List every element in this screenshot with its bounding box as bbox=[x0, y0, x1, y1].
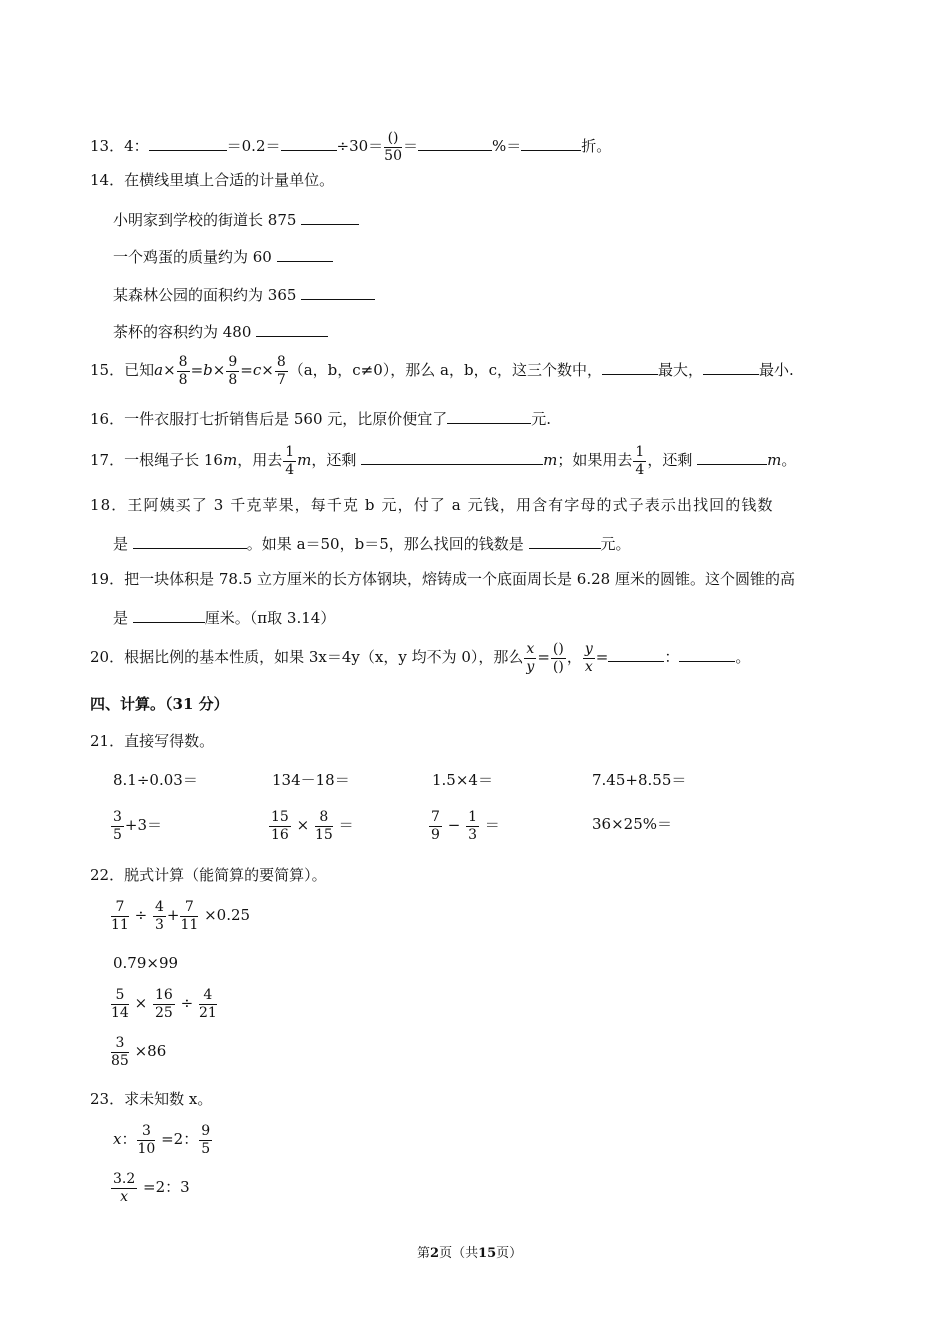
denominator: 25 bbox=[154, 1004, 173, 1021]
question-17 bbox=[90, 445, 796, 477]
q15-min: 最小. bbox=[759, 361, 794, 380]
numerator: () bbox=[552, 641, 564, 657]
answer-blank[interactable] bbox=[418, 137, 492, 151]
answer-blank[interactable] bbox=[281, 137, 337, 151]
colon: ： bbox=[121, 1130, 137, 1149]
denominator: 11 bbox=[180, 916, 199, 933]
denominator: 8 bbox=[178, 371, 188, 388]
fraction bbox=[177, 355, 190, 387]
question-14: 14．在横线里填上合适的计量单位。 bbox=[90, 171, 335, 189]
q14-item-text: 一个鸡蛋的质量约为 60 bbox=[113, 248, 272, 266]
q15-text: 已知 bbox=[124, 361, 155, 380]
answer-blank[interactable] bbox=[133, 535, 247, 549]
numerator: 3.2 bbox=[113, 1171, 136, 1187]
answer-blank[interactable] bbox=[697, 451, 767, 465]
q14-item bbox=[113, 211, 359, 228]
numerator: y bbox=[584, 641, 593, 657]
page-footer bbox=[417, 1247, 522, 1260]
denominator: 4 bbox=[285, 461, 295, 478]
q13-text-pct: %＝ bbox=[492, 137, 522, 156]
question-18-line2 bbox=[113, 535, 631, 552]
denominator: 50 bbox=[384, 147, 402, 164]
q18-text: 元。 bbox=[600, 535, 631, 553]
denominator: 10 bbox=[137, 1140, 156, 1157]
numerator: 1 bbox=[285, 444, 295, 460]
fraction bbox=[429, 810, 442, 842]
q22-text: ×0.25 bbox=[204, 906, 251, 925]
footer-text: 页） bbox=[496, 1246, 523, 1261]
numerator: 8 bbox=[315, 810, 333, 827]
answer-blank[interactable] bbox=[149, 137, 227, 151]
q17-end: 。 bbox=[781, 451, 797, 470]
denominator: 5 bbox=[201, 1140, 211, 1157]
q21-item: 36×25%＝ bbox=[592, 815, 672, 833]
numerator: 15 bbox=[271, 809, 289, 825]
fraction bbox=[384, 131, 402, 163]
answer-blank[interactable] bbox=[447, 410, 531, 424]
q13-number: 13． bbox=[90, 137, 125, 156]
answer-blank[interactable] bbox=[529, 535, 601, 549]
fraction bbox=[583, 642, 595, 674]
footer-text: 第 bbox=[417, 1246, 431, 1261]
fraction bbox=[199, 988, 217, 1020]
q16-text: 16．一件衣服打七折销售后是 560 元，比原价便宜了 bbox=[90, 410, 448, 428]
total-pages: 15 bbox=[478, 1246, 497, 1261]
q21-item: 8.1÷0.03＝ bbox=[113, 771, 198, 789]
q21-item: 134－18＝ bbox=[272, 771, 350, 789]
answer-blank[interactable] bbox=[602, 361, 658, 375]
numerator: () bbox=[384, 131, 402, 148]
var-a: a bbox=[154, 361, 164, 380]
q17-text: ，还剩 bbox=[311, 451, 357, 470]
unit-m: m bbox=[543, 451, 558, 470]
denominator: () bbox=[552, 658, 564, 675]
times: × bbox=[212, 361, 226, 380]
fraction bbox=[275, 355, 288, 387]
q14-item-text: 某森林公园的面积约为 365 bbox=[113, 286, 297, 304]
times: × bbox=[134, 994, 148, 1013]
answer-blank[interactable] bbox=[133, 609, 205, 623]
fraction bbox=[111, 900, 129, 932]
times: × bbox=[163, 361, 176, 380]
q13-text-div: ÷30＝ bbox=[336, 137, 384, 156]
q16-tail: 元. bbox=[531, 410, 552, 428]
q15-number: 15． bbox=[90, 361, 125, 380]
numerator: 3 bbox=[137, 1124, 155, 1141]
q20-end: 。 bbox=[735, 648, 751, 667]
fraction bbox=[153, 900, 166, 932]
denominator: x bbox=[584, 658, 593, 675]
question-22: 22．脱式计算（能简算的要简算）。 bbox=[90, 866, 327, 884]
numerator: 1 bbox=[635, 444, 645, 460]
q13-text-eq2: ＝ bbox=[402, 137, 418, 156]
q18-text: 。如果 a＝50，b＝5，那么找回的钱数是 bbox=[246, 535, 524, 553]
numerator: 7 bbox=[431, 809, 440, 825]
question-20 bbox=[90, 642, 750, 674]
denominator: 21 bbox=[198, 1004, 217, 1021]
answer-blank[interactable] bbox=[301, 286, 375, 300]
equals: ＝ bbox=[484, 816, 500, 835]
denominator: 85 bbox=[111, 1052, 129, 1069]
equals: = bbox=[240, 361, 253, 380]
q14-item bbox=[113, 323, 328, 340]
q19-text: 厘米。（π取 3.14） bbox=[204, 609, 336, 627]
q21-item: 1.5×4＝ bbox=[432, 771, 493, 789]
plus: + bbox=[166, 906, 180, 925]
fraction bbox=[111, 988, 129, 1020]
fraction bbox=[466, 810, 479, 842]
footer-text: 页（共 bbox=[439, 1246, 479, 1261]
answer-blank[interactable] bbox=[301, 211, 359, 225]
fraction bbox=[111, 1172, 137, 1204]
colon: ： bbox=[664, 648, 680, 667]
numerator: 1 bbox=[468, 809, 477, 825]
fraction bbox=[633, 445, 646, 477]
fraction bbox=[551, 642, 566, 674]
fraction bbox=[226, 355, 239, 387]
q17-text: ；如果用去 bbox=[557, 451, 633, 470]
var-c: c bbox=[252, 361, 262, 380]
fraction bbox=[153, 988, 175, 1020]
equals: ＝ bbox=[338, 816, 354, 835]
q14-item bbox=[113, 248, 333, 265]
fraction bbox=[111, 810, 124, 842]
q19-text: 是 bbox=[113, 609, 129, 627]
fraction bbox=[137, 1124, 155, 1156]
q22-expr bbox=[110, 1036, 166, 1068]
fraction bbox=[180, 900, 198, 932]
denominator: 3 bbox=[154, 916, 164, 933]
q17-text: ，用去 bbox=[237, 451, 283, 470]
fraction bbox=[269, 810, 291, 842]
denominator: 3 bbox=[468, 826, 477, 843]
fraction bbox=[524, 642, 536, 674]
unit-m: m bbox=[222, 451, 238, 470]
numerator: 7 bbox=[180, 900, 198, 917]
answer-blank[interactable] bbox=[521, 137, 581, 151]
q22-expr: 0.79×99 bbox=[113, 954, 179, 972]
denominator: 5 bbox=[113, 826, 122, 843]
section-heading: 四、计算。（31 分） bbox=[90, 695, 229, 713]
answer-blank[interactable] bbox=[277, 248, 333, 262]
q14-item-text: 茶杯的容积约为 480 bbox=[113, 323, 252, 341]
q20-text: 20．根据比例的基本性质，如果 3x＝4y（x，y 均不为 0），那么 bbox=[90, 648, 524, 667]
q18-text: 是 bbox=[113, 535, 129, 553]
answer-blank[interactable] bbox=[703, 361, 759, 375]
denominator: 15 bbox=[314, 826, 333, 843]
q23-expr bbox=[110, 1172, 190, 1204]
q13-text-a: 4： bbox=[124, 137, 149, 156]
answer-blank[interactable] bbox=[608, 648, 664, 662]
times: × bbox=[261, 361, 274, 380]
denominator: 4 bbox=[635, 461, 645, 478]
question-19-line2 bbox=[113, 609, 335, 626]
minus: − bbox=[447, 816, 461, 835]
q17-text: ，还剩 bbox=[647, 451, 693, 470]
question-15 bbox=[90, 355, 794, 387]
fraction bbox=[199, 1124, 212, 1156]
denominator: 8 bbox=[228, 371, 238, 388]
question-18-line1: 18．王阿姨买了 3 千克苹果，每千克 b 元，付了 a 元钱，用含有字母的式子表示出找回的钱数 bbox=[90, 496, 774, 514]
numerator: x bbox=[526, 641, 535, 657]
unit-m: m bbox=[297, 451, 312, 470]
q21-text: +3＝ bbox=[124, 816, 163, 835]
denominator: 11 bbox=[111, 916, 129, 933]
equals: = bbox=[595, 648, 609, 667]
numerator: 3 bbox=[113, 809, 122, 825]
numerator: 4 bbox=[154, 899, 164, 915]
fraction bbox=[315, 810, 333, 842]
answer-blank[interactable] bbox=[679, 648, 735, 662]
denominator: y bbox=[526, 658, 535, 675]
numerator: 4 bbox=[199, 988, 217, 1005]
numerator: 7 bbox=[111, 900, 129, 917]
numerator: 9 bbox=[201, 1123, 211, 1139]
q21-item bbox=[428, 810, 500, 842]
denominator: 9 bbox=[431, 826, 440, 843]
fraction bbox=[283, 445, 296, 477]
var-b: b bbox=[203, 361, 213, 380]
fraction bbox=[111, 1036, 129, 1068]
q23-text: =2： bbox=[161, 1130, 199, 1149]
question-13 bbox=[90, 131, 611, 163]
q23-text: =2：3 bbox=[143, 1178, 190, 1197]
page-number: 2 bbox=[430, 1246, 440, 1261]
question-23: 23．求未知数 x。 bbox=[90, 1090, 213, 1108]
denominator: 16 bbox=[271, 826, 289, 843]
q23-expr bbox=[113, 1124, 213, 1156]
q15-max: 最大， bbox=[658, 361, 704, 380]
numerator: 16 bbox=[154, 987, 173, 1003]
q22-text: ×86 bbox=[134, 1042, 167, 1061]
q22-expr bbox=[110, 900, 250, 932]
divide: ÷ bbox=[180, 994, 194, 1013]
q21-item: 7.45+8.55＝ bbox=[592, 771, 687, 789]
q21-item bbox=[110, 810, 162, 842]
denominator: 7 bbox=[276, 371, 286, 388]
answer-blank[interactable] bbox=[256, 323, 328, 337]
q14-item bbox=[113, 286, 375, 303]
q22-expr bbox=[110, 988, 218, 1020]
question-19-line1: 19．把一块体积是 78.5 立方厘米的长方体钢块，熔铸成一个底面周长是 6.28 厘米的圆锥。这个圆锥的高 bbox=[90, 570, 795, 588]
numerator: 3 bbox=[111, 1036, 129, 1053]
question-21: 21．直接写得数。 bbox=[90, 732, 215, 750]
q15-condition: （a，b，c≠0），那么 a，b，c，这三个数中， bbox=[288, 361, 603, 380]
q13-text-zhe: 折。 bbox=[581, 137, 612, 156]
equals: = bbox=[190, 361, 204, 380]
answer-blank[interactable] bbox=[361, 451, 543, 465]
divide: ÷ bbox=[134, 906, 148, 925]
comma: ， bbox=[566, 648, 582, 667]
times: × bbox=[296, 816, 310, 835]
var-x: x bbox=[113, 1130, 122, 1149]
numerator: 8 bbox=[276, 354, 286, 370]
q17-text: 17．一根绳子长 16 bbox=[90, 451, 223, 470]
numerator: 5 bbox=[111, 988, 129, 1005]
denominator: 14 bbox=[111, 1004, 129, 1021]
numerator: 8 bbox=[178, 354, 188, 370]
question-16 bbox=[90, 410, 551, 427]
q13-text-eq1: ＝0.2＝ bbox=[226, 137, 281, 156]
numerator: 9 bbox=[228, 354, 238, 370]
equals: = bbox=[537, 648, 550, 667]
denominator: x bbox=[120, 1188, 129, 1205]
unit-m: m bbox=[767, 451, 782, 470]
q21-item bbox=[268, 810, 354, 842]
q14-item-text: 小明家到学校的街道长 875 bbox=[113, 211, 297, 229]
